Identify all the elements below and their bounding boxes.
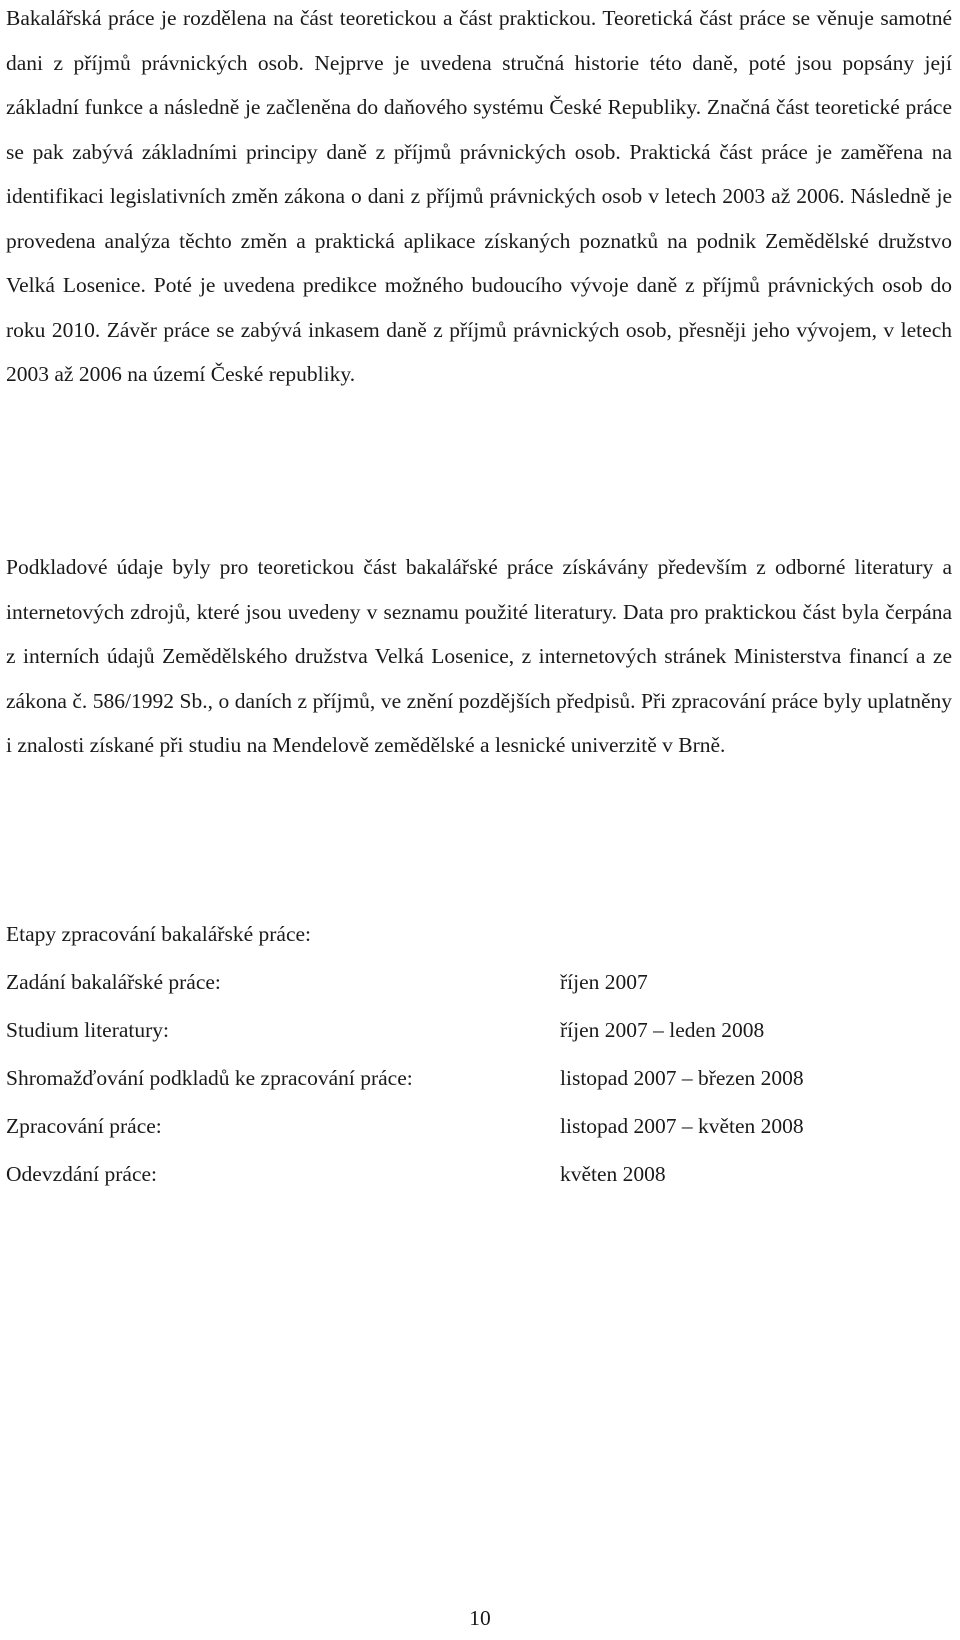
stage-row [6,1008,946,1056]
stage-row [6,1152,946,1200]
stage-row [6,1104,946,1152]
stage-label: Zpracování práce: [6,1114,162,1138]
page-number: 10 [469,1606,491,1630]
paragraph-data-sources: Podkladové údaje byly pro teoretickou část bakalářské práce získávány především z odborné literatury a internetových zdrojů, které jsou uvedeny v seznamu použité literatury. Data pro praktickou část byla čerpána z interních údajů Zemědělského družstva Velká Losenice, z internetových stránek Ministerstva financí a ze zákona č. 586/1992 Sb., o daních z příjmů, ve znění pozdějších předpisů. Při zpracování práce byly uplatněny i znalosti získané při studiu na Mendelově zemědělské a lesnické univerzitě v Brně. [6,555,952,757]
stages-heading: Etapy zpracování bakalářské práce: [6,922,312,946]
stages-list [6,960,946,1200]
paragraph-thesis-structure: Bakalářská práce je rozdělena na část teoretickou a část praktickou. Teoretická část práce se věnuje samotné dani z příjmů právnických osob. Nejprve je uvedena stručná historie této daně, poté jsou popsány její základní funkce a následně je začleněna do daňového systému České Republiky. Značná část teoretické práce se pak zabývá základními principy daně z příjmů právnických osob. Praktická část práce je zaměřena na identifikaci legislativních změn zákona o dani z příjmů právnických osob v letech 2003 až 2006. Následně je provedena analýza těchto změn a praktická aplikace získaných poznatků na podnik Zemědělské družstvo Velká Losenice. Poté je uvedena predikce možného budoucího vývoje daně z příjmů právnických osob do roku 2010. Závěr práce se zabývá inkasem daně z příjmů právnických osob, přesněji jeho vývojem, v letech 2003 až 2006 na území České republiky. [6,6,952,386]
stage-row [6,960,946,1008]
stage-date: listopad 2007 – květen 2008 [560,1114,804,1138]
stage-date: říjen 2007 [560,970,648,994]
stage-label: Shromažďování podkladů ke zpracování práce: [6,1066,413,1090]
stage-date: říjen 2007 – leden 2008 [560,1018,765,1042]
stage-label: Zadání bakalářské práce: [6,970,221,994]
stage-row [6,1056,946,1104]
stage-label: Odevzdání práce: [6,1162,158,1186]
stage-date: květen 2008 [560,1162,666,1186]
stage-date: listopad 2007 – březen 2008 [560,1066,804,1090]
stage-label: Studium literatury: [6,1018,170,1042]
